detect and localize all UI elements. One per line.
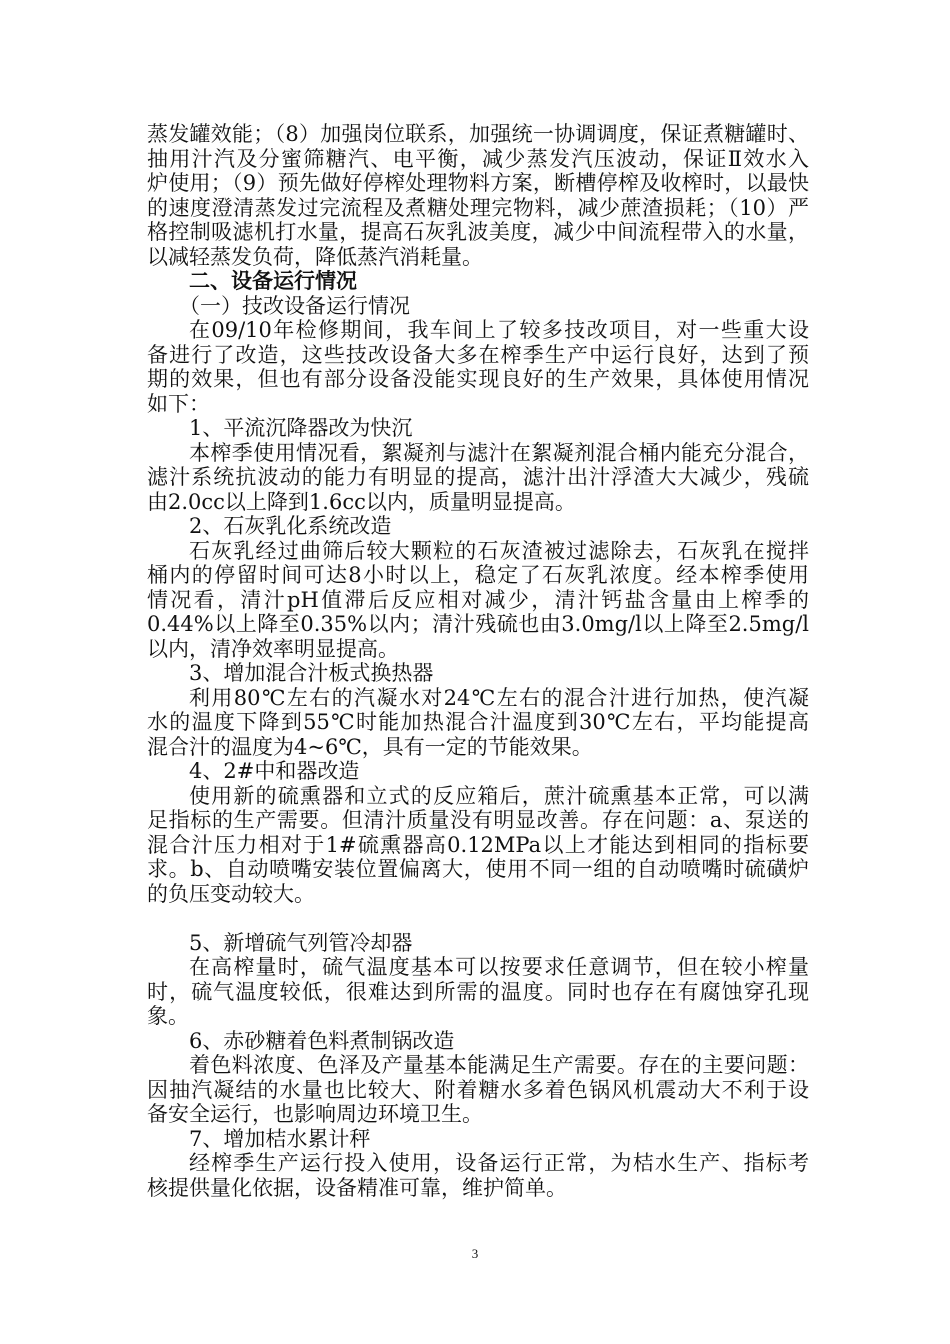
- body-line: 的负压变动较大。: [147, 881, 315, 906]
- blank-line: [147, 906, 809, 931]
- body-line: 利用80℃左右的汽凝水对24℃左右的混合汁进行加热，使汽凝: [189, 685, 809, 710]
- body-line: 在09/10年检修期间，我车间上了较多技改项目，对一些重大设: [189, 318, 809, 342]
- body-line: 蒸发罐效能；（8）加强岗位联系，加强统一协调调度，保证煮糖罐时、: [147, 122, 809, 146]
- body-line: 着色料浓度、色泽及产量基本能满足生产需要。存在的主要问题：: [189, 1053, 809, 1077]
- body-line: 备安全运行，也影响周边环境卫生。: [147, 1102, 483, 1126]
- body-line: 因抽汽凝结的水量也比较大、附着糖水多着色锅风机震动大不利于设: [147, 1077, 809, 1102]
- body-line: 本榨季使用情况看，絮凝剂与滤汁在絮凝剂混合桶内能充分混合，: [189, 440, 809, 465]
- body-line: 水的温度下降到55℃时能加热混合汁温度到30℃左右，平均能提高: [147, 710, 809, 734]
- body-line: 如下：: [147, 391, 210, 416]
- section-heading: 二、设备运行情况: [189, 269, 357, 293]
- body-line: 象。: [147, 1004, 189, 1028]
- page-number: 3: [471, 1246, 479, 1261]
- item-heading: 4、2#中和器改造: [189, 759, 360, 783]
- body-line: 桶内的停留时间可达8小时以上，稳定了石灰乳浓度。经本榨季使用: [147, 563, 809, 587]
- body-line: 以减轻蒸发负荷，降低蒸汽消耗量。: [147, 244, 483, 269]
- body-line: 的速度澄清蒸发过完流程及煮糖处理完物料，减少蔗渣损耗；（10）严: [147, 195, 809, 220]
- body-line: 0.44%以上降至0.35%以内；清汁残硫也由3.0mg/l以上降至2.5mg/l: [147, 612, 809, 636]
- subsection-heading: （一）技改设备运行情况: [179, 293, 410, 318]
- document-body: [147, 122, 809, 1200]
- body-line: 在高榨量时，硫气温度基本可以按要求任意调节，但在较小榨量: [189, 955, 809, 979]
- body-line: 情况看，清汁pH值滞后反应相对减少，清汁钙盐含量由上榨季的: [147, 587, 809, 612]
- body-line: 备进行了改造，这些技改设备大多在榨季生产中运行良好，达到了预: [147, 342, 809, 367]
- item-heading: 7、增加桔水累计秤: [189, 1126, 371, 1151]
- body-line: 炉使用；（9）预先做好停榨处理物料方案，断槽停榨及收榨时，以最快: [147, 171, 809, 195]
- body-line: 混合汁的温度为4~6℃，具有一定的节能效果。: [147, 734, 593, 759]
- body-line: 足指标的生产需要。但清汁质量没有明显改善。存在问题：a、泵送的: [147, 808, 809, 832]
- body-line: 由2.0cc以上降到1.6cc以内，质量明显提高。: [147, 489, 576, 514]
- body-line: 期的效果，但也有部分设备没能实现良好的生产效果，具体使用情况: [147, 367, 809, 391]
- body-line: 经榨季生产运行投入使用，设备运行正常，为桔水生产、指标考: [189, 1151, 809, 1175]
- body-line: 使用新的硫熏器和立式的反应箱后，蔗汁硫熏基本正常，可以满: [189, 783, 809, 808]
- item-heading: 6、赤砂糖着色料煮制锅改造: [189, 1028, 455, 1053]
- body-line: 滤汁系统抗波动的能力有明显的提高，滤汁出汁浮渣大大减少，残硫: [147, 465, 809, 489]
- body-line: 混合汁压力相对于1#硫熏器高0.12MPa以上才能达到相同的指标要: [147, 832, 809, 857]
- item-heading: 3、增加混合汁板式换热器: [189, 661, 434, 685]
- body-line: 核提供量化依据，设备精准可靠，维护简单。: [147, 1175, 567, 1200]
- body-line: 时，硫气温度较低，很难达到所需的温度。同时也存在有腐蚀穿孔现: [147, 979, 809, 1004]
- body-line: 以内，清净效率明显提高。: [147, 636, 399, 661]
- body-line: 抽用汁汽及分蜜筛糖汽、电平衡，减少蒸发汽压波动，保证Ⅱ效水入: [147, 146, 809, 171]
- item-heading: 5、新增硫气列管冷却器: [189, 930, 413, 955]
- body-line: 格控制吸滤机打水量，提高石灰乳波美度，减少中间流程带入的水量，: [147, 220, 809, 244]
- body-line: 求。b、自动喷嘴安装位置偏离大，使用不同一组的自动喷嘴时硫磺炉: [147, 857, 809, 881]
- item-heading: 2、石灰乳化系统改造: [189, 514, 392, 538]
- item-heading: 1、平流沉降器改为快沉: [189, 416, 413, 440]
- body-line: 石灰乳经过曲筛后较大颗粒的石灰渣被过滤除去，石灰乳在搅拌: [189, 538, 809, 563]
